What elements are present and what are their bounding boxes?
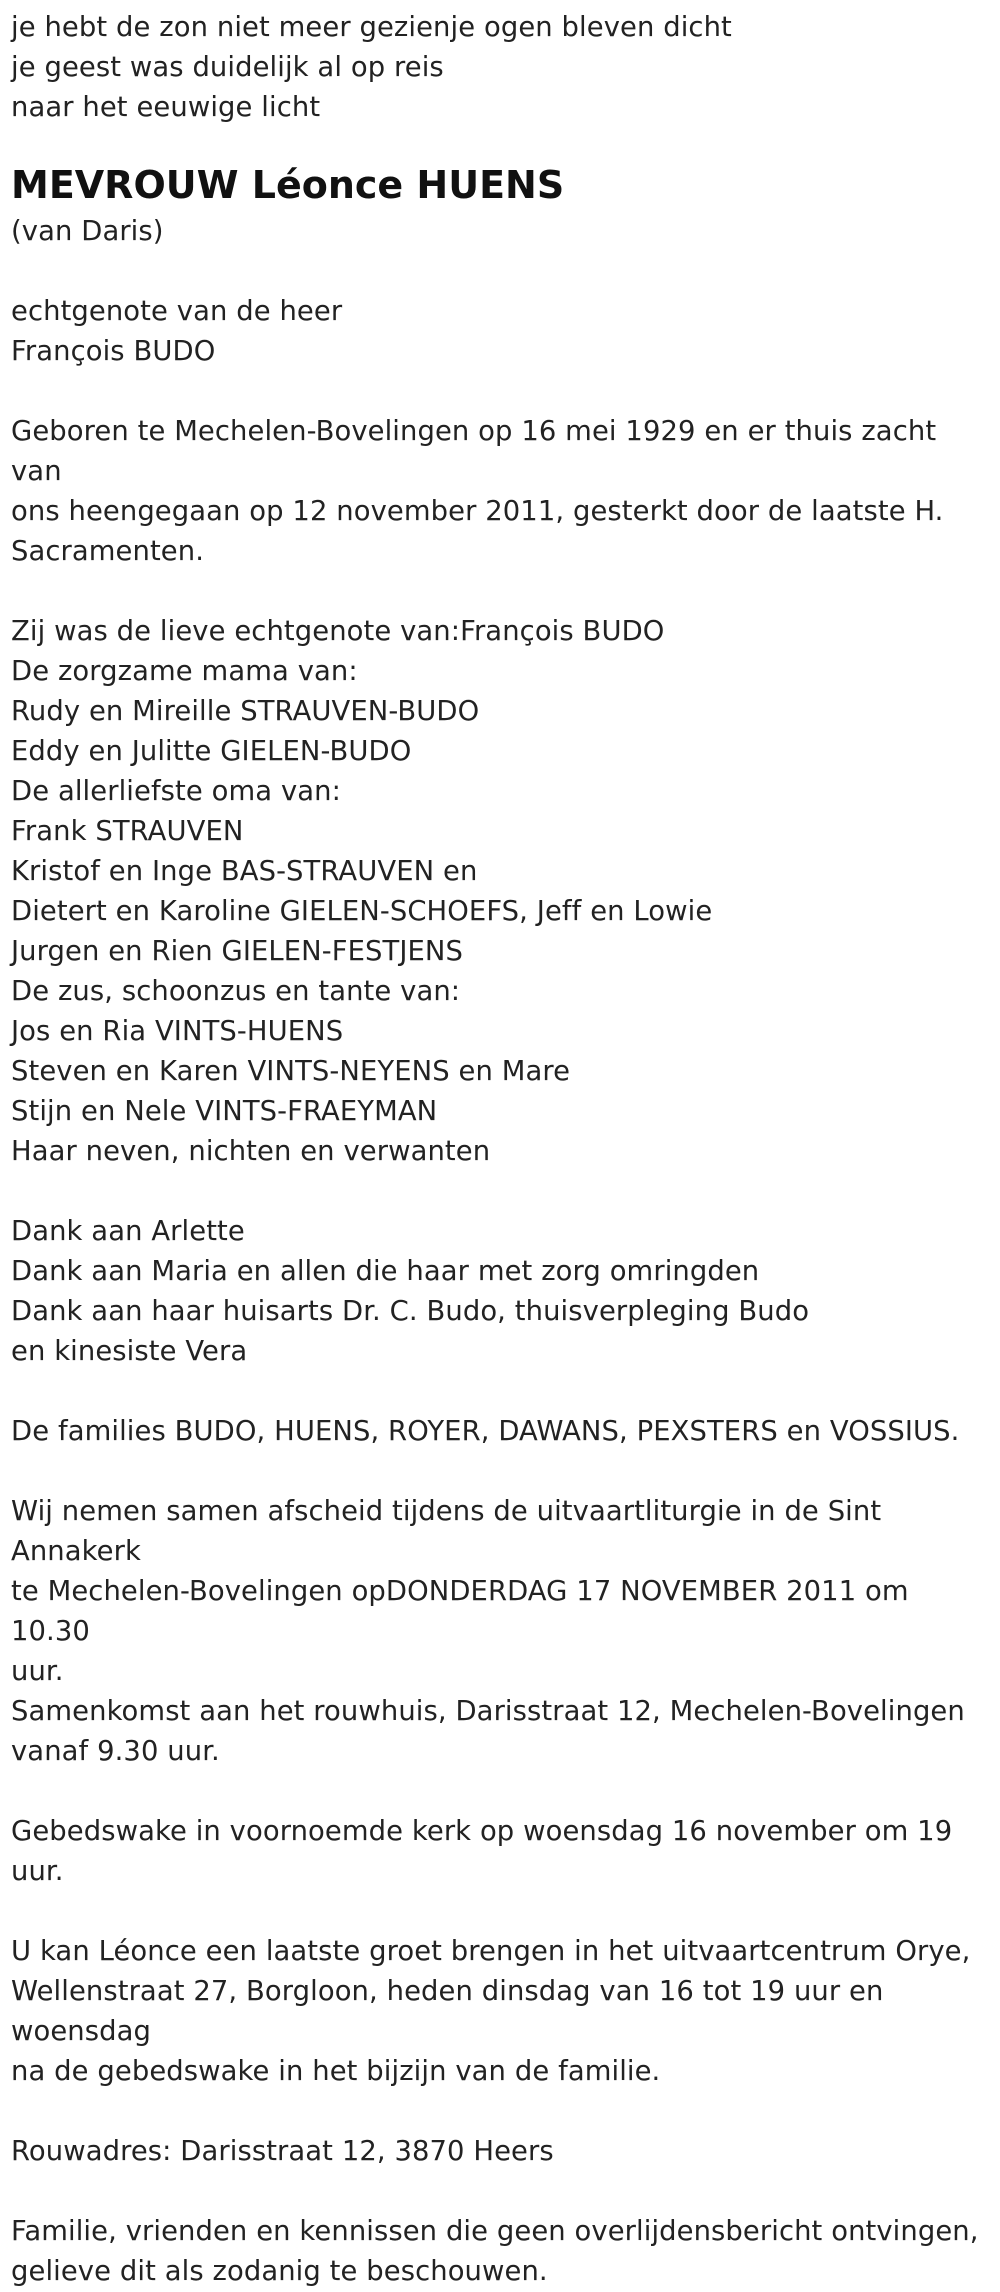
poem-line: je geest was duidelijk al op reis [11, 52, 444, 83]
birth-block [11, 412, 989, 572]
family-line: Frank STRAUVEN [11, 816, 244, 847]
visit-line: U kan Léonce een laatste groet brengen in het uitvaartcentrum Orye, [11, 1936, 971, 1967]
spacer [11, 372, 989, 412]
spouse-block [11, 292, 989, 372]
deceased-block [11, 158, 989, 252]
spacer [11, 1372, 989, 1412]
visit-line: na de gebedswake in het bijzijn van de familie. [11, 2056, 661, 2087]
closing-line: gelieve dit als zodanig te beschouwen. [11, 2256, 548, 2287]
family-line: Kristof en Inge BAS-STRAUVEN en [11, 856, 478, 887]
family-line: Zij was de lieve echtgenote van:François BUDO [11, 616, 665, 647]
visit-line: Wellenstraat 27, Borgloon, heden dinsdag van 16 tot 19 uur en woensdag [11, 1976, 893, 2047]
spacer [11, 1172, 989, 1212]
birth-line: Geboren te Mechelen-Bovelingen op 16 mei 1929 en er thuis zacht van [11, 416, 945, 487]
family-block [11, 612, 989, 1172]
families-line: De families BUDO, HUENS, ROYER, DAWANS, PEXSTERS en VOSSIUS. [11, 1416, 960, 1447]
funeral-line: vanaf 9.30 uur. [11, 1736, 220, 1767]
address-block [11, 2132, 989, 2172]
family-line: De allerliefste oma van: [11, 776, 341, 807]
vigil-block [11, 1812, 989, 1892]
family-line: Stijn en Nele VINTS-FRAEYMAN [11, 1096, 438, 1127]
spouse-line: echtgenote van de heer [11, 296, 343, 327]
spacer [11, 128, 989, 158]
thanks-block [11, 1212, 989, 1372]
families-block [11, 1412, 989, 1452]
maiden-name: (van Daris) [11, 216, 164, 247]
spacer [11, 1452, 989, 1492]
visit-block [11, 1932, 989, 2092]
thanks-line: Dank aan Maria en allen die haar met zorg omringden [11, 1256, 760, 1287]
vigil-line: Gebedswake in voornoemde kerk op woensdag 16 november om 19 uur. [11, 1816, 962, 1887]
funeral-line: te Mechelen-Bovelingen opDONDERDAG 17 NOVEMBER 2011 om 10.30 [11, 1576, 918, 1647]
spacer [11, 252, 989, 292]
closing-line: Familie, vrienden en kennissen die geen overlijdensbericht ontvingen, [11, 2216, 979, 2247]
spacer [11, 2092, 989, 2132]
poem-block [11, 8, 989, 128]
family-line: De zus, schoonzus en tante van: [11, 976, 461, 1007]
funeral-line: Wij nemen samen afscheid tijdens de uitvaartliturgie in de Sint Annakerk [11, 1496, 890, 1567]
thanks-line: Dank aan Arlette [11, 1216, 245, 1247]
family-line: Rudy en Mireille STRAUVEN-BUDO [11, 696, 480, 727]
thanks-line: en kinesiste Vera [11, 1336, 248, 1367]
family-line: Jurgen en Rien GIELEN-FESTJENS [11, 936, 463, 967]
spacer [11, 572, 989, 612]
family-line: Jos en Ria VINTS-HUENS [11, 1016, 344, 1047]
family-line: Eddy en Julitte GIELEN-BUDO [11, 736, 412, 767]
funeral-line: Samenkomst aan het rouwhuis, Darisstraat 12, Mechelen-Bovelingen [11, 1696, 965, 1727]
poem-line: je hebt de zon niet meer gezienje ogen bleven dicht [11, 12, 732, 43]
closing-block [11, 2212, 989, 2292]
deceased-name: MEVROUW Léonce HUENS [11, 163, 565, 207]
funeral-line: uur. [11, 1656, 64, 1687]
poem-line: naar het eeuwige licht [11, 92, 321, 123]
funeral-block [11, 1492, 989, 1772]
family-line: De zorgzame mama van: [11, 656, 358, 687]
birth-line: ons heengegaan op 12 november 2011, gesterkt door de laatste H. [11, 496, 944, 527]
family-line: Dietert en Karoline GIELEN-SCHOEFS, Jeff en Lowie [11, 896, 713, 927]
family-line: Haar neven, nichten en verwanten [11, 1136, 491, 1167]
thanks-line: Dank aan haar huisarts Dr. C. Budo, thuisverpleging Budo [11, 1296, 810, 1327]
spacer [11, 1772, 989, 1812]
spacer [11, 2172, 989, 2212]
address-line: Rouwadres: Darisstraat 12, 3870 Heers [11, 2136, 554, 2167]
birth-line: Sacramenten. [11, 536, 205, 567]
spouse-line: François BUDO [11, 336, 216, 367]
family-line: Steven en Karen VINTS-NEYENS en Mare [11, 1056, 571, 1087]
spacer [11, 1892, 989, 1932]
